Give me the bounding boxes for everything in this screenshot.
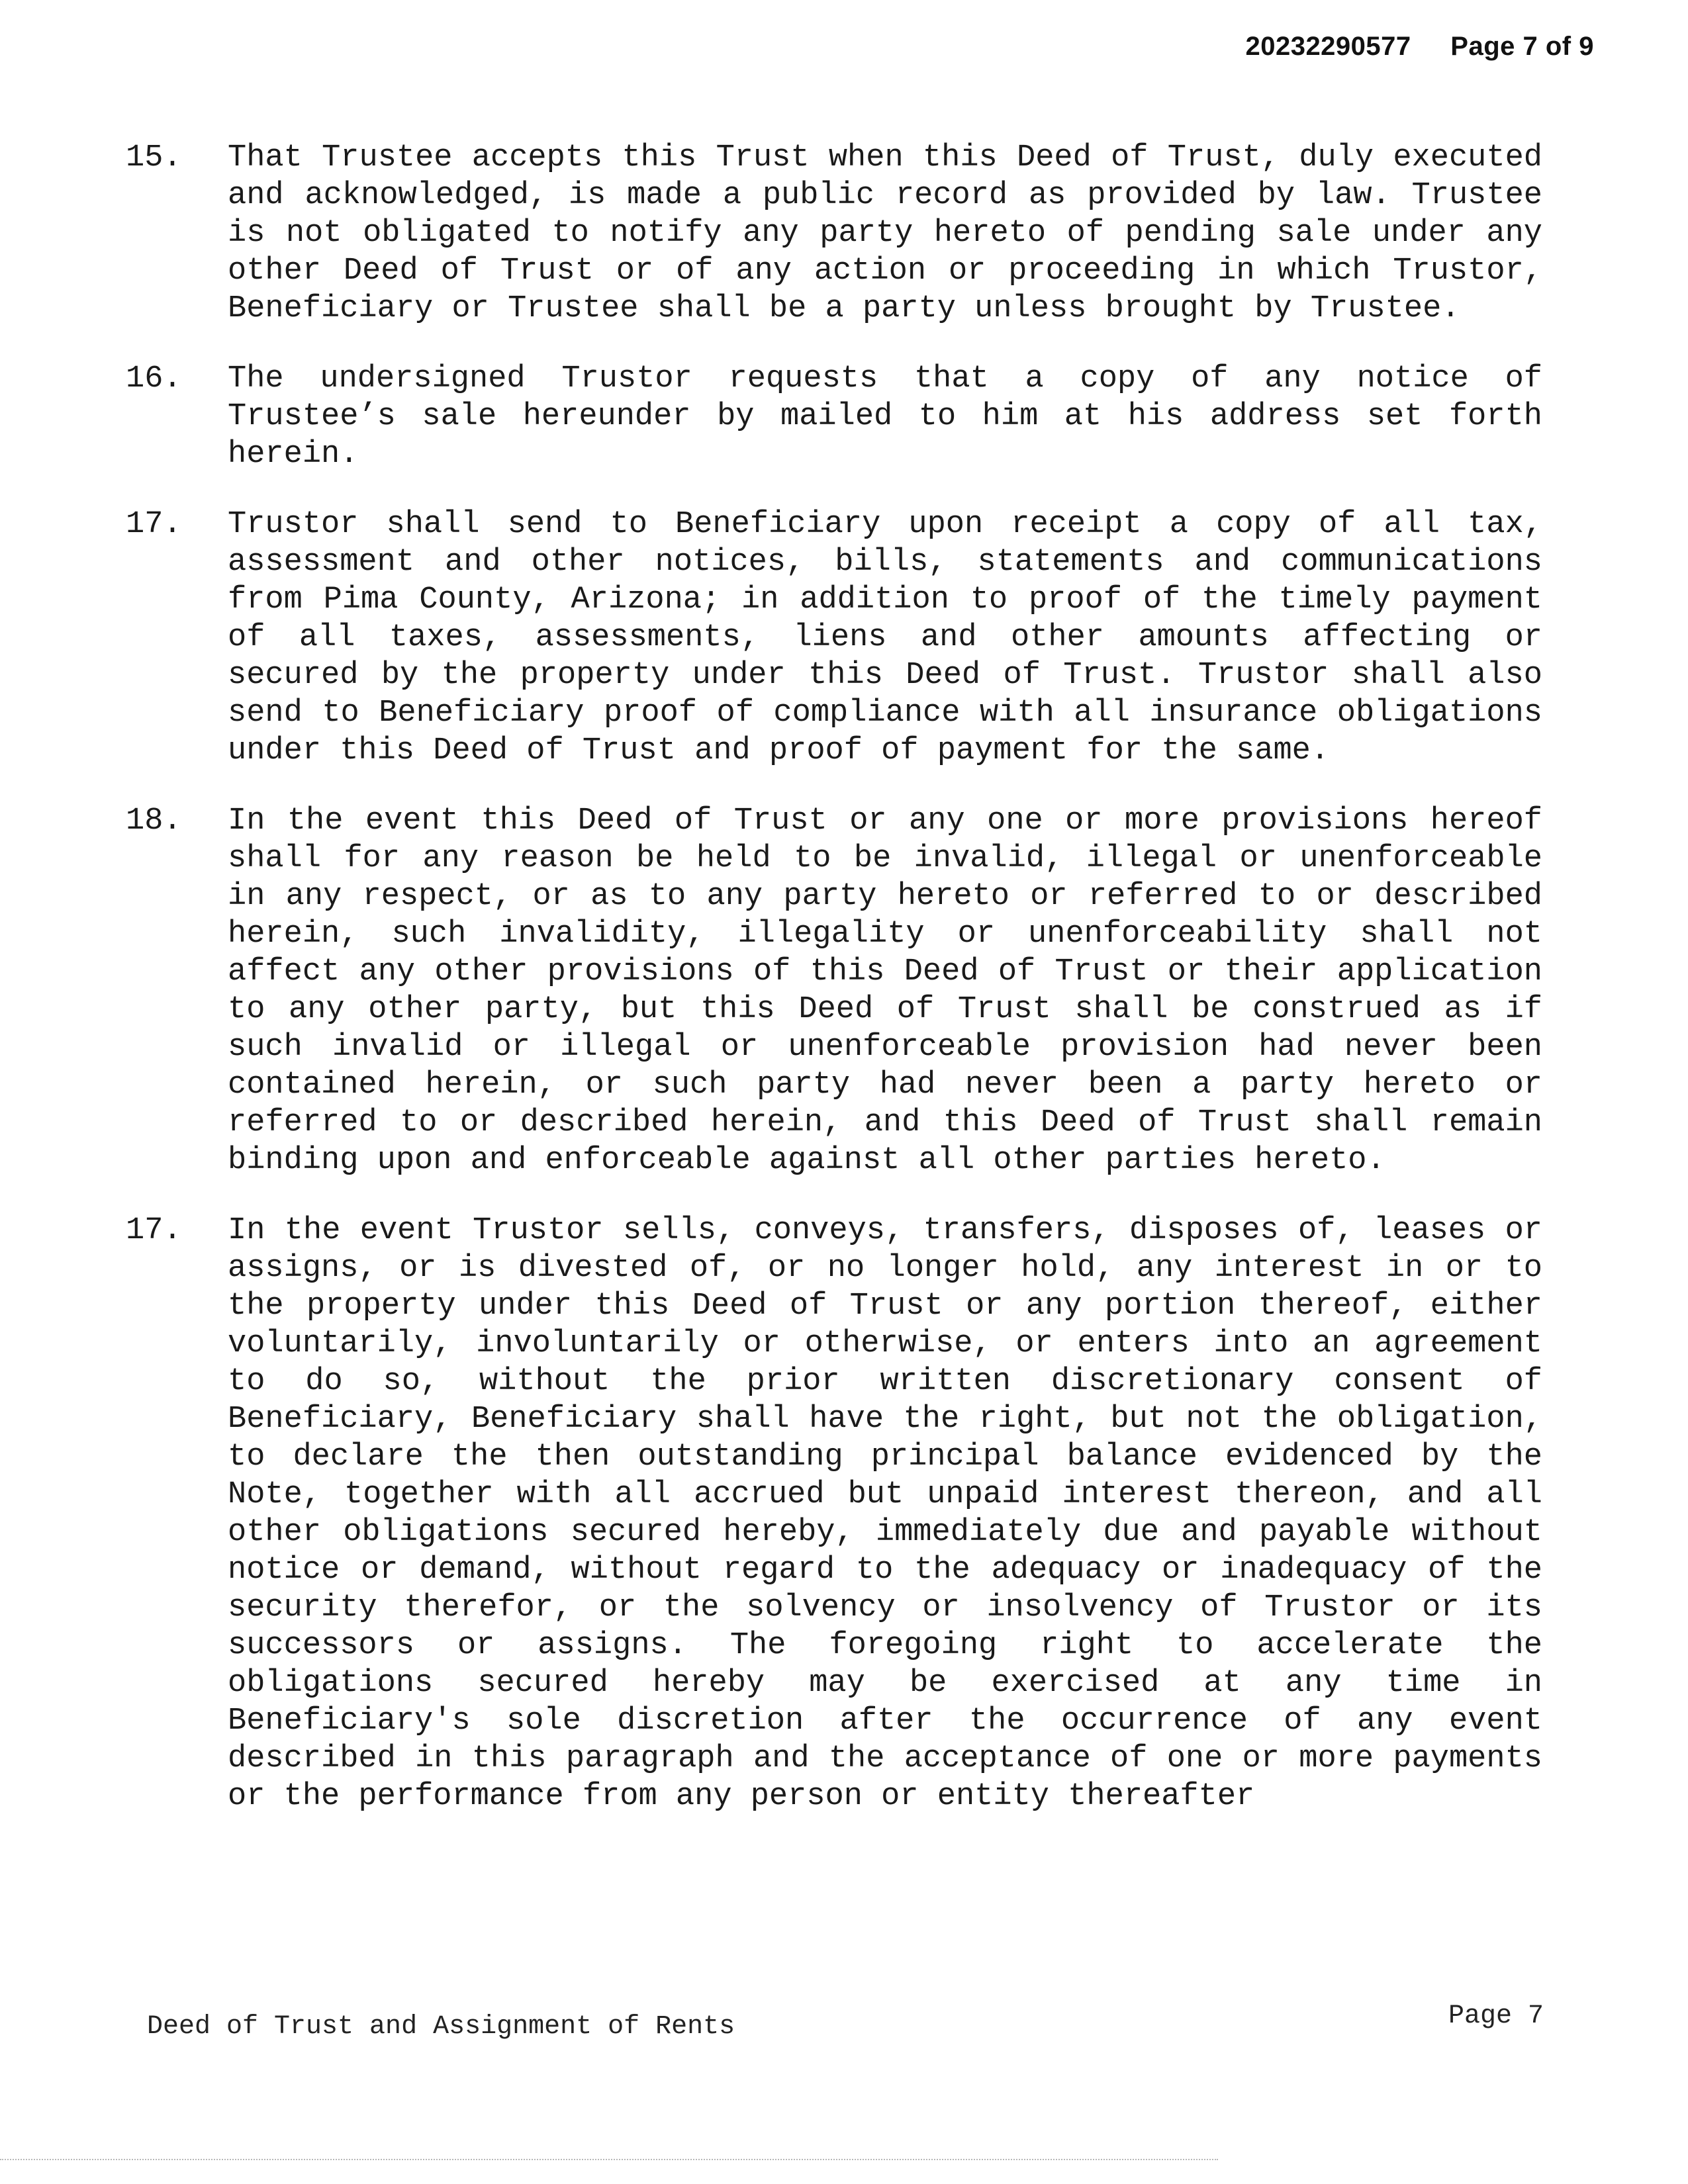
clause-number: 17. xyxy=(126,507,182,542)
clause-17-second xyxy=(126,1212,1542,1815)
clause-number: 17. xyxy=(126,1213,182,1248)
clause-text: That Trustee accepts this Trust when this Deed of Trust, duly executed and acknowledged, is made a public record as provided by law. Trustee is not obligated to notify any party hereto of pending sale under any other Deed of Trust or of any action or proceeding in which Trustor, Beneficiary or Trustee shall be a party unless brought by Trustee. xyxy=(228,140,1542,326)
clause-number: 16. xyxy=(126,361,182,396)
clause-18 xyxy=(126,802,1542,1179)
footer-page-number: Page 7 xyxy=(1448,2001,1544,2031)
scan-edge-line xyxy=(0,2159,1218,2160)
clause-text: The undersigned Trustor requests that a copy of any notice of Trustee’s sale hereunder by mailed to him at his address set forth herein. xyxy=(228,361,1542,472)
page-indicator: Page 7 of 9 xyxy=(1450,32,1594,61)
clause-number: 15. xyxy=(126,140,182,175)
clause-17 xyxy=(126,506,1542,770)
document-body xyxy=(126,139,1542,1848)
clause-text: In the event this Deed of Trust or any one or more provisions hereof shall for any reason be held to be invalid, illegal or unenforceable in any respect, or as to any party hereto or referred to or described herein, such invalidity, illegality or unenforceability shall not affect any other provisions of this Deed of Trust or their application to any other party, but this Deed of Trust shall be construed as if such invalid or illegal or unenforceable provision had never been contained herein, or such party had never been a party hereto or referred to or described herein, and this Deed of Trust shall remain binding upon and enforceable against all other parties hereto. xyxy=(228,803,1542,1178)
clause-15 xyxy=(126,139,1542,328)
recording-number: 20232290577 xyxy=(1245,32,1411,61)
footer-document-title: Deed of Trust and Assignment of Rents xyxy=(147,2012,735,2042)
clause-text: Trustor shall send to Beneficiary upon receipt a copy of all tax, assessment and other notices, bills, statements and communications from Pima County, Arizona; in addition to proof of the timely payment of all taxes, assessments, liens and other amounts affecting or secured by the property under this Deed of Trust. Trustor shall also send to Beneficiary proof of compliance with all insurance obligations under this Deed of Trust and proof of payment for the same. xyxy=(228,507,1542,768)
recording-header xyxy=(1245,32,1594,62)
clause-number: 18. xyxy=(126,803,182,839)
clause-16 xyxy=(126,360,1542,473)
clause-text: In the event Trustor sells, conveys, transfers, disposes of, leases or assigns, or is divested of, or no longer hold, any interest in or to the property under this Deed of Trust or any portion thereof, either voluntarily, involuntarily or otherwise, or enters into an agreement to do so, without the prior written discretionary consent of Beneficiary, Beneficiary shall have the right, but not the obligation, to declare the then outstanding principal balance evidenced by the Note, together with all accrued but unpaid interest thereon, and all other obligations secured hereby, immediately due and payable without notice or demand, without regard to the adequacy or inadequacy of the security therefor, or the solvency or insolvency of Trustor or its successors or assigns. The foregoing right to accelerate the obligations secured hereby may be exercised at any time in Beneficiary's sole discretion after the occurrence of any event described in this paragraph and the acceptance of one or more payments or the performance from any person or entity thereafter xyxy=(228,1213,1542,1814)
